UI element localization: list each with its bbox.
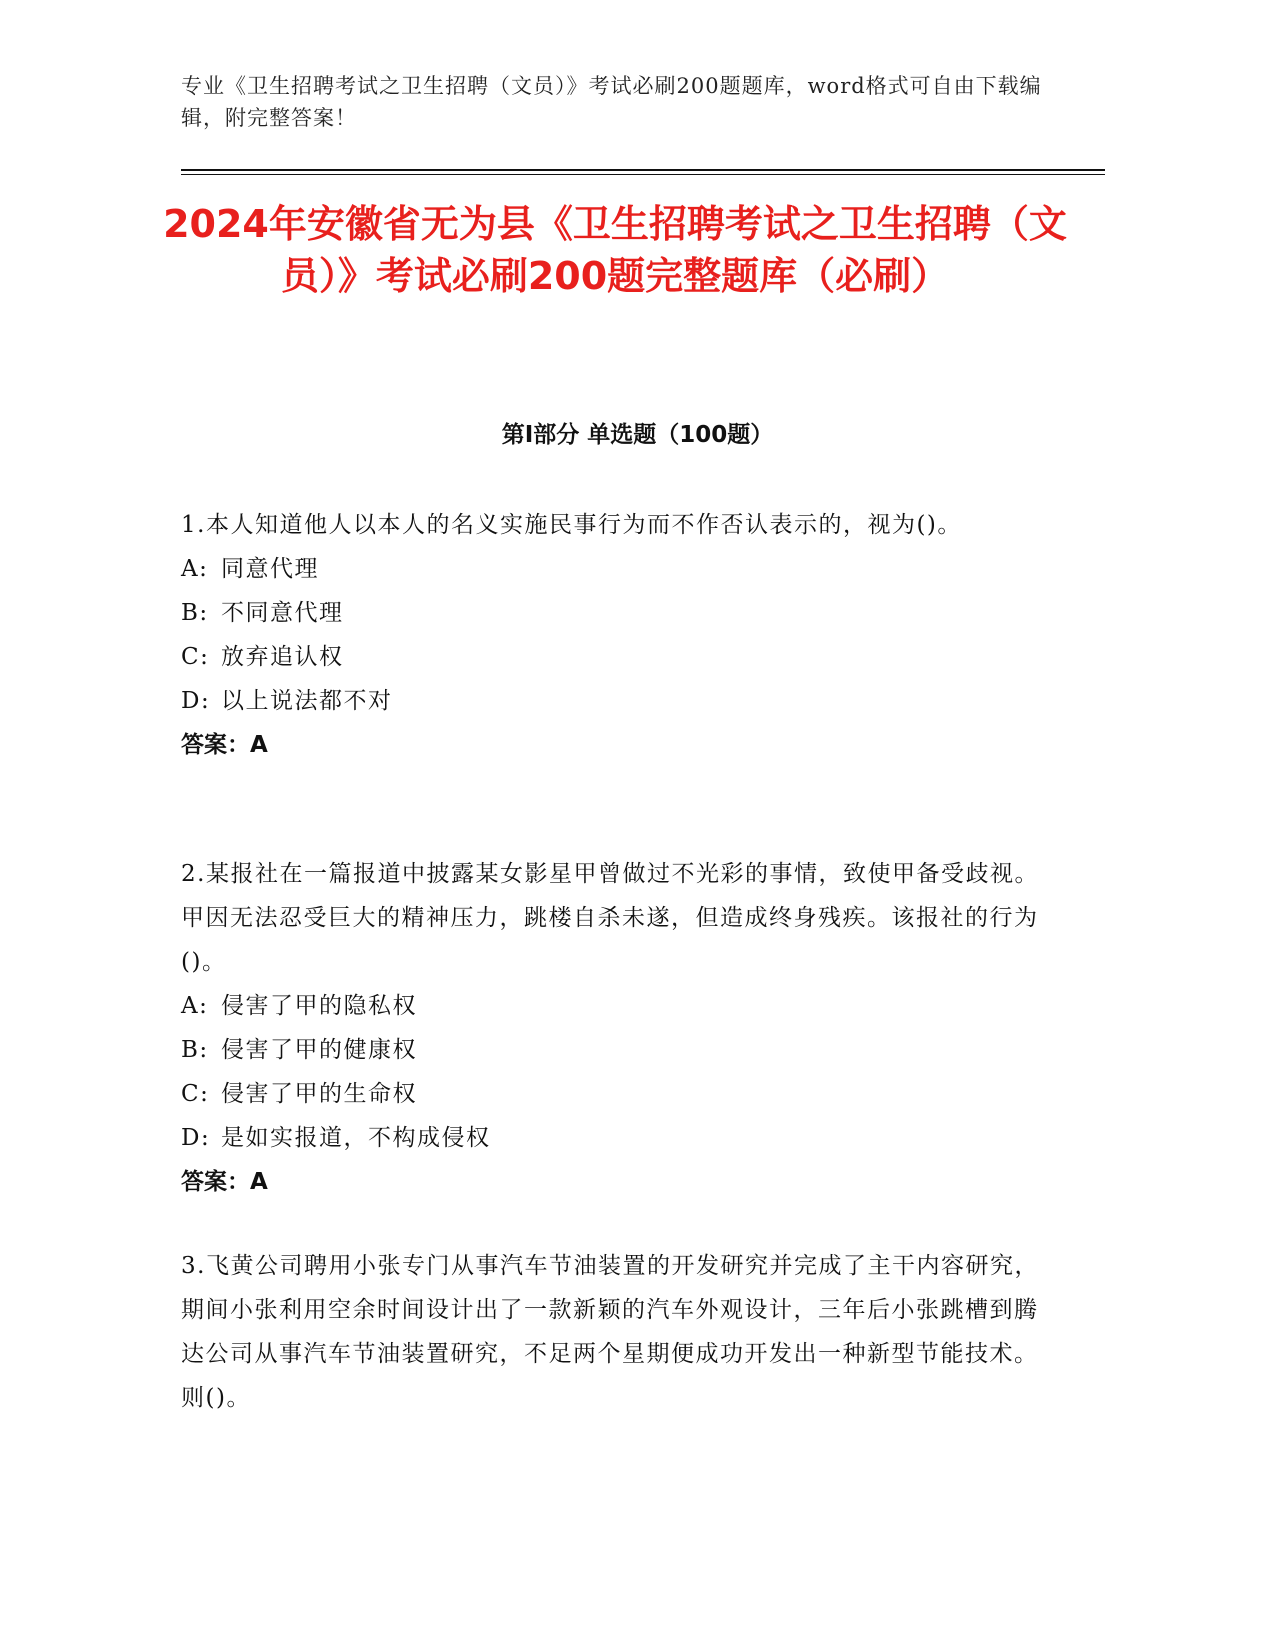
option-key: D: xyxy=(181,688,211,714)
option-text: 同意代理 xyxy=(221,556,319,582)
option-c xyxy=(181,1072,1041,1116)
header-divider-thick xyxy=(181,169,1105,171)
option-key: B: xyxy=(181,600,209,626)
question-stem: 3.飞黄公司聘用小张专门从事汽车节油装置的开发研究并完成了主干内容研究，期间小张利用空余时间设计出了一款新颖的汽车外观设计，三年后小张跳槽到腾达公司从事汽车节油装置研究，不足两个星期便成功开发出一种新型节能技术。则()。 xyxy=(181,1253,1039,1411)
option-key: C: xyxy=(181,644,210,670)
option-key: C: xyxy=(181,1081,210,1107)
option-key: D: xyxy=(181,1125,211,1151)
answer-line: 答案：A xyxy=(181,1169,268,1195)
option-text: 放弃追认权 xyxy=(221,644,344,670)
option-c xyxy=(181,635,1041,679)
option-text: 侵害了甲的隐私权 xyxy=(221,993,417,1019)
option-text: 侵害了甲的健康权 xyxy=(221,1037,417,1063)
option-a xyxy=(181,547,1041,591)
question-1 xyxy=(181,503,1041,767)
option-key: A: xyxy=(181,556,209,582)
option-b xyxy=(181,591,1041,635)
option-text: 是如实报道，不构成侵权 xyxy=(221,1125,491,1151)
option-text: 不同意代理 xyxy=(221,600,344,626)
section-heading: 第Ⅰ部分 单选题（100题） xyxy=(501,422,774,448)
header-divider-thin xyxy=(181,174,1105,175)
question-2 xyxy=(181,852,1041,1204)
option-d xyxy=(181,1116,1041,1160)
question-3 xyxy=(181,1244,1041,1420)
option-a xyxy=(181,984,1041,1028)
option-d xyxy=(181,679,1041,723)
option-text: 侵害了甲的生命权 xyxy=(221,1081,417,1107)
question-stem: 2.某报社在一篇报道中披露某女影星甲曾做过不光彩的事情，致使甲备受歧视。甲因无法忍受巨大的精神压力，跳楼自杀未遂，但造成终身残疾。该报社的行为()。 xyxy=(181,861,1039,975)
document-title: 2024年安徽省无为县《卫生招聘考试之卫生招聘（文员）》考试必刷200题完整题库（必刷） xyxy=(163,202,1067,298)
question-stem: 1.本人知道他人以本人的名义实施民事行为而不作否认表示的，视为()。 xyxy=(181,512,962,538)
header-note: 专业《卫生招聘考试之卫生招聘（文员）》考试必刷200题题库，word格式可自由下载编辑，附完整答案！ xyxy=(181,74,1042,130)
option-b xyxy=(181,1028,1041,1072)
option-text: 以上说法都不对 xyxy=(221,688,393,714)
answer-line: 答案：A xyxy=(181,732,268,758)
option-key: A: xyxy=(181,993,209,1019)
option-key: B: xyxy=(181,1037,209,1063)
